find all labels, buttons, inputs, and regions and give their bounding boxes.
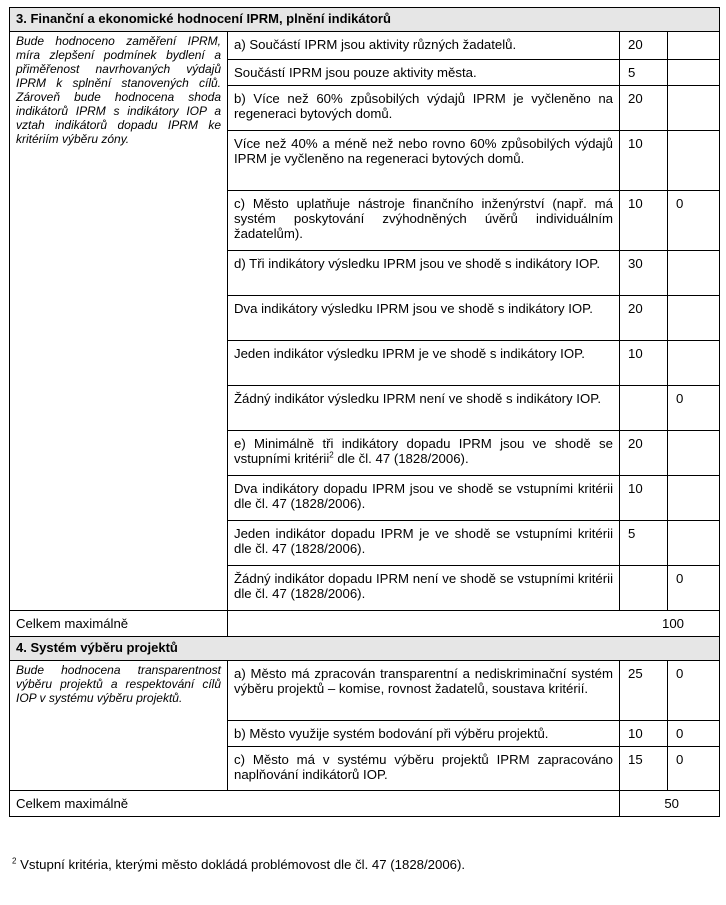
criterion-value: 0 bbox=[668, 747, 720, 791]
criterion-points: 10 bbox=[620, 131, 668, 191]
criterion-value: 0 bbox=[668, 566, 720, 611]
criterion-points: 25 bbox=[620, 661, 668, 721]
section-4-header bbox=[10, 637, 720, 661]
total-label: Celkem maximálně bbox=[10, 611, 228, 637]
criterion-value bbox=[668, 86, 720, 131]
criterion-value bbox=[668, 431, 720, 476]
criterion-text: b) Více než 60% způsobilých výdajů IPRM je vyčleněno na regeneraci bytových domů. bbox=[228, 86, 620, 131]
criterion-text bbox=[228, 431, 620, 476]
section-3-description: Bude hodnoceno zaměření IPRM, míra zlepšení podmínek bydlení a přiměřenost navrhovaných výdajů IPRM k splnění stanovených cílů. Zároveň bude hodnocena shoda indikátorů IPRM s indikátory IOP a vztah indikátorů dopadu IPRM ke kritériím výběru zóny. bbox=[10, 32, 228, 611]
criterion-text: a) Součástí IPRM jsou aktivity různých žadatelů. bbox=[228, 32, 620, 60]
criterion-text: Žádný indikátor dopadu IPRM není ve shodě se vstupními kritérii dle čl. 47 (1828/2006). bbox=[228, 566, 620, 611]
criterion-points: 10 bbox=[620, 476, 668, 521]
criterion-points: 30 bbox=[620, 251, 668, 296]
criterion-points: 20 bbox=[620, 32, 668, 60]
criterion-value bbox=[668, 131, 720, 191]
criterion-value bbox=[668, 341, 720, 386]
criterion-value bbox=[668, 521, 720, 566]
total-value: 50 bbox=[620, 791, 720, 817]
total-label: Celkem maximálně bbox=[10, 791, 620, 817]
section-3-title: 3. Finanční a ekonomické hodnocení IPRM, plnění indikátorů bbox=[10, 8, 720, 32]
section-4-title: 4. Systém výběru projektů bbox=[10, 637, 720, 661]
criterion-points: 10 bbox=[620, 191, 668, 251]
criterion-value: 0 bbox=[668, 386, 720, 431]
criterion-text: b) Město využije systém bodování při výběru projektů. bbox=[228, 721, 620, 747]
criterion-text: Žádný indikátor výsledku IPRM není ve shodě s indikátory IOP. bbox=[228, 386, 620, 431]
table-row bbox=[10, 32, 720, 60]
criterion-value: 0 bbox=[668, 721, 720, 747]
evaluation-table bbox=[9, 7, 720, 817]
footnote bbox=[12, 857, 465, 872]
table-row bbox=[10, 661, 720, 721]
section-3-header bbox=[10, 8, 720, 32]
criterion-points bbox=[620, 386, 668, 431]
criterion-text: d) Tři indikátory výsledku IPRM jsou ve shodě s indikátory IOP. bbox=[228, 251, 620, 296]
criterion-value: 0 bbox=[668, 191, 720, 251]
footnote-mark: 2 bbox=[12, 856, 17, 866]
criterion-value bbox=[668, 60, 720, 86]
criterion-points: 20 bbox=[620, 86, 668, 131]
criterion-text: a) Město má zpracován transparentní a nediskriminační systém výběru projektů – komise, rovnost žadatelů, soustava kritérií. bbox=[228, 661, 620, 721]
section-3-total-row bbox=[10, 611, 720, 637]
total-value: 100 bbox=[228, 611, 720, 637]
footnote-text: Vstupní kritéria, kterými město dokládá problémovost dle čl. 47 (1828/2006). bbox=[16, 857, 466, 872]
section-4-total-row bbox=[10, 791, 720, 817]
criterion-text: Jeden indikátor dopadu IPRM je ve shodě se vstupními kritérii dle čl. 47 (1828/2006). bbox=[228, 521, 620, 566]
criterion-points bbox=[620, 566, 668, 611]
criterion-value bbox=[668, 476, 720, 521]
criterion-text: Dva indikátory dopadu IPRM jsou ve shodě se vstupními kritérii dle čl. 47 (1828/2006). bbox=[228, 476, 620, 521]
criterion-points: 10 bbox=[620, 721, 668, 747]
criterion-text: Součástí IPRM jsou pouze aktivity města. bbox=[228, 60, 620, 86]
criterion-value: 0 bbox=[668, 661, 720, 721]
criterion-text: Více než 40% a méně než nebo rovno 60% způsobilých výdajů IPRM je vyčleněno na regeneraci bytových domů. bbox=[228, 131, 620, 191]
criterion-points: 5 bbox=[620, 521, 668, 566]
criterion-text: c) Město uplatňuje nástroje finančního inženýrství (např. má systém poskytování zvýhodněných úvěrů individuálním žadatelům). bbox=[228, 191, 620, 251]
footnote-reference: 2 bbox=[329, 450, 334, 460]
criterion-text: Jeden indikátor výsledku IPRM je ve shodě s indikátory IOP. bbox=[228, 341, 620, 386]
criterion-value bbox=[668, 32, 720, 60]
criterion-text-part: e) Minimálně tři indikátory dopadu IPRM jsou ve shodě se vstupními kritérii bbox=[234, 436, 613, 466]
criterion-text: c) Město má v systému výběru projektů IPRM zapracováno naplňování indikátorů IOP. bbox=[228, 747, 620, 791]
criterion-points: 15 bbox=[620, 747, 668, 791]
criterion-points: 20 bbox=[620, 431, 668, 476]
criterion-points: 10 bbox=[620, 341, 668, 386]
criterion-points: 20 bbox=[620, 296, 668, 341]
criterion-value bbox=[668, 251, 720, 296]
criterion-value bbox=[668, 296, 720, 341]
criterion-points: 5 bbox=[620, 60, 668, 86]
section-4-description: Bude hodnocena transparentnost výběru projektů a respektování cílů IOP v systému výběru projektů. bbox=[10, 661, 228, 791]
criterion-text: Dva indikátory výsledku IPRM jsou ve shodě s indikátory IOP. bbox=[228, 296, 620, 341]
criterion-text-part: dle čl. 47 (1828/2006). bbox=[333, 451, 469, 466]
